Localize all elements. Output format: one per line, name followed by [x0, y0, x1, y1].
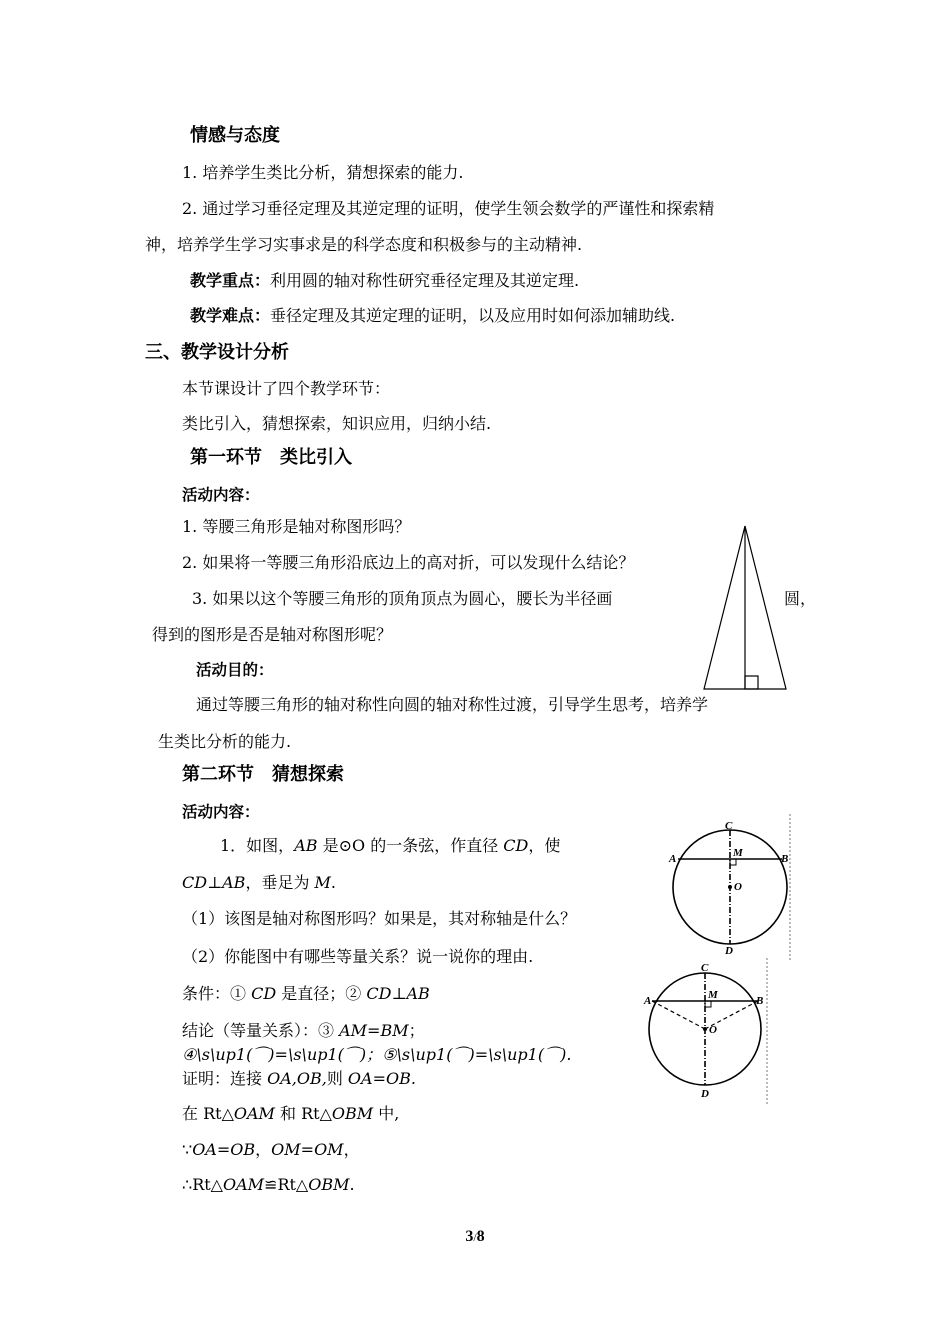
stage-1-purpose-line2: 生类比分析的能力.: [158, 732, 292, 751]
stage-1-question-3-line2: 得到的图形是否是轴对称图形呢？: [152, 625, 393, 644]
stage-2-content-label: 活动内容：: [182, 803, 260, 821]
condition-line: 条件：① CD 是直径；② CD⊥AB: [182, 984, 430, 1003]
emotion-item-1: 1. 培养学生类比分析，猜想探索的能力.: [182, 163, 464, 182]
label-M: M: [733, 847, 743, 859]
isosceles-triangle-figure: [700, 522, 790, 694]
heading-stage-1: 第一环节 类比引入: [190, 447, 352, 468]
heading-emotion: 情感与态度: [190, 125, 280, 146]
conclusion-line: 结论（等量关系）：③ AM=BM；: [182, 1021, 425, 1040]
label-O: O: [709, 1024, 717, 1036]
stage-1-purpose-label: 活动目的：: [196, 661, 274, 679]
difficulty-text: 垂径定理及其逆定理的证明，以及应用时如何添加辅助线.: [270, 306, 676, 325]
label-A: A: [644, 995, 652, 1007]
label-M: M: [708, 989, 718, 1001]
since-line: ∵OA=OB，OM=OM，: [182, 1140, 360, 1159]
label-D: D: [701, 1088, 709, 1100]
key-point-label: 教学重点：: [190, 271, 271, 290]
proof-line: 证明：连接 OA,OB,则 OA=OB.: [182, 1069, 416, 1088]
circle-chord-figure-1: [664, 812, 804, 962]
circle-chord-figure-2: [640, 956, 780, 1106]
label-C: C: [701, 962, 709, 974]
section-3-stages: 类比引入，猜想探索，知识应用，归纳小结.: [182, 414, 492, 433]
key-point: [190, 270, 579, 292]
stage-1-content-label: 活动内容：: [182, 486, 260, 504]
label-B: B: [756, 995, 764, 1007]
stage-1-purpose-line1: 通过等腰三角形的轴对称性向圆的轴对称性过渡，引导学生思考，培养学: [196, 695, 709, 714]
page-separator: /: [473, 1230, 477, 1244]
section-3-intro: 本节课设计了四个教学环节：: [182, 379, 391, 398]
page-total: 8: [476, 1228, 485, 1245]
page-current: 3: [465, 1228, 474, 1245]
stage-2-subquestion-2: （2）你能图中有哪些等量关系？说一说你的理由.: [182, 947, 534, 966]
arc-formula-line: ④\s\up1(⌒)=\s\up1(⌒)；⑤\s\up1(⌒)=\s\up1(⌒).: [182, 1045, 572, 1064]
therefore-line: ∴Rt△OAM≌Rt△OBM.: [182, 1175, 355, 1194]
label-C: C: [725, 820, 733, 832]
stage-2-problem-line2: CD⊥AB，垂足为 M.: [182, 873, 337, 892]
stage-1-question-3-part1: 3. 如果以这个等腰三角形的顶角顶点为圆心，腰长为半径画: [192, 589, 613, 608]
difficulty-label: 教学难点：: [190, 306, 271, 325]
label-A: A: [669, 853, 677, 865]
stage-2-problem-line1: 1．如图，AB 是⊙O 的一条弦，作直径 CD，使: [220, 836, 561, 855]
heading-stage-2: 第二环节 猜想探索: [182, 764, 344, 785]
stage-2-subquestion-1: （1）该图是轴对称图形吗？如果是，其对称轴是什么？: [182, 909, 577, 928]
key-point-text: 利用圆的轴对称性研究垂径定理及其逆定理.: [270, 271, 580, 290]
heading-section-3: 三、教学设计分析: [145, 342, 289, 363]
difficulty: [190, 305, 675, 327]
emotion-item-2-line2: 神，培养学生学习实事求是的科学态度和积极参与的主动精神.: [145, 235, 583, 254]
label-B: B: [781, 853, 789, 865]
page-number: [0, 1228, 950, 1246]
label-O: O: [734, 881, 742, 893]
stage-1-question-2: 2. 如果将一等腰三角形沿底边上的高对折，可以发现什么结论？: [182, 553, 635, 572]
label-D: D: [725, 945, 733, 957]
emotion-item-2-line1: 2. 通过学习垂径定理及其逆定理的证明，使学生领会数学的严谨性和探索精: [182, 199, 715, 218]
stage-1-question-3-part2: 圆，: [784, 589, 817, 608]
stage-1-question-1: 1. 等腰三角形是轴对称图形吗？: [182, 517, 411, 536]
rt-triangles-line: 在 Rt△OAM 和 Rt△OBM 中,: [182, 1104, 400, 1123]
